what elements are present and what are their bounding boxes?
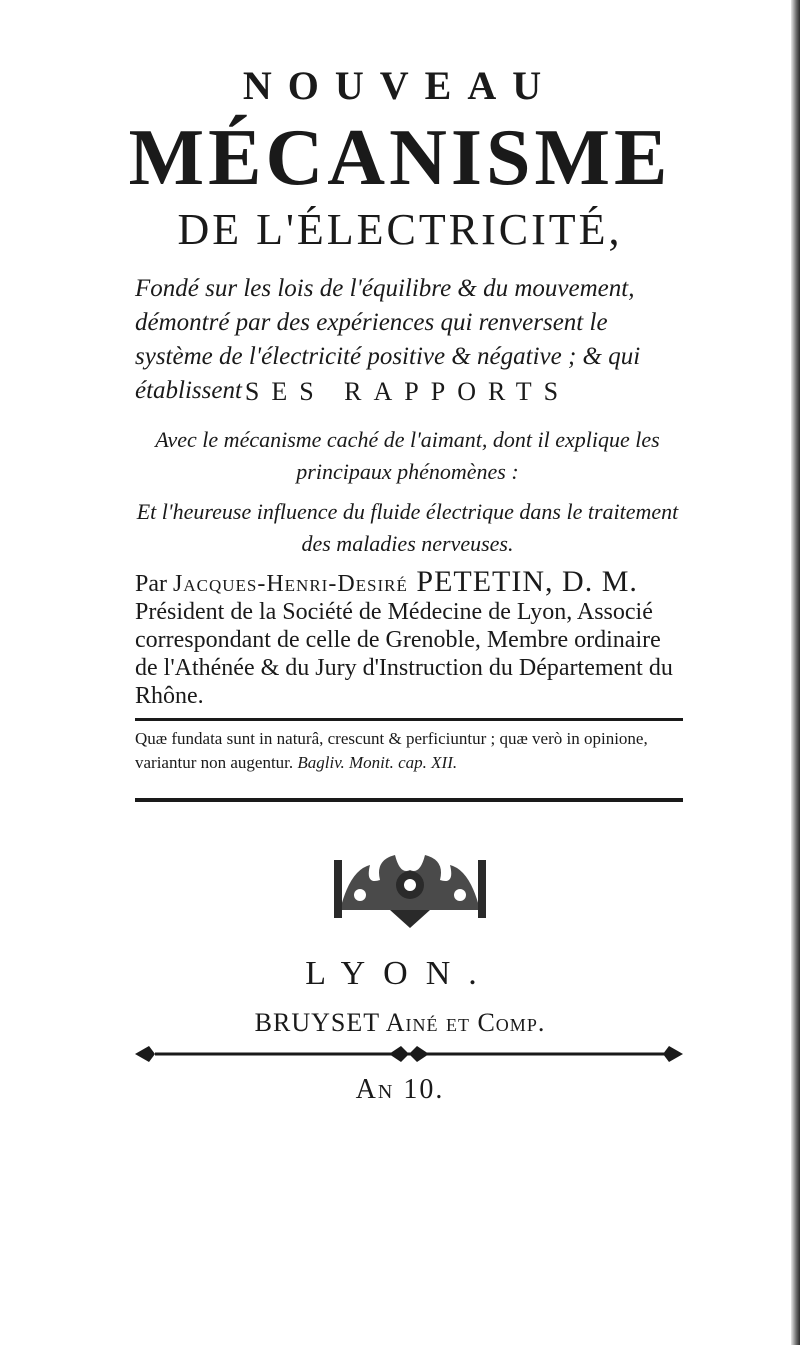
subtitle-avec: Avec le mécanisme caché de l'aimant, dont il explique les principaux phénomènes :: [155, 427, 660, 484]
title-line-3: DE L'ÉLECTRICITÉ,: [177, 205, 623, 254]
author-titles: Président de la Société de Médecine de Lyon, Associé correspondant de celle de Grenoble, Membre ordinaire de l'Athénée & du Jury d'Instruction du Département du Rhône.: [135, 599, 673, 709]
title-line-2: MÉCANISME: [128, 114, 672, 202]
page-edge: [791, 0, 800, 1345]
rule-top: [135, 718, 683, 721]
rule-bottom: [135, 798, 683, 802]
title-line-1: NOUVEAU: [242, 63, 558, 108]
printer-vignette: [330, 840, 490, 930]
epigraph: [135, 727, 683, 775]
author-surname: PETETIN, D. M.: [407, 565, 638, 598]
subtitle-founded: Fondé sur les lois de l'équilibre & du mouvement, démontré par des expériences qui renversent le système de l'électricité positive & négative ; & qui établissent: [135, 275, 641, 404]
imprint-year: An 10.: [355, 1074, 445, 1105]
author-block: [135, 565, 680, 710]
author-names: Jacques-Henri-Desiré: [173, 571, 408, 597]
imprint-city: LYON.: [305, 955, 495, 992]
ornamental-rule: [135, 1040, 683, 1068]
subtitle-rapports: SES RAPPORTS: [244, 377, 571, 406]
author-prefix: Par: [135, 571, 173, 597]
imprint-printer: BRUYSET Ainé et Comp.: [254, 1008, 546, 1037]
epigraph-source: Bagliv. Monit. cap. XII.: [297, 753, 458, 772]
epigraph-text: Quæ fundata sunt in naturâ, crescunt & perficiuntur ; quæ verò in opinione, variantur non augentur.: [135, 729, 648, 772]
subtitle-et: Et l'heureuse influence du fluide électrique dans le traitement des maladies nerveuses.: [136, 499, 679, 556]
